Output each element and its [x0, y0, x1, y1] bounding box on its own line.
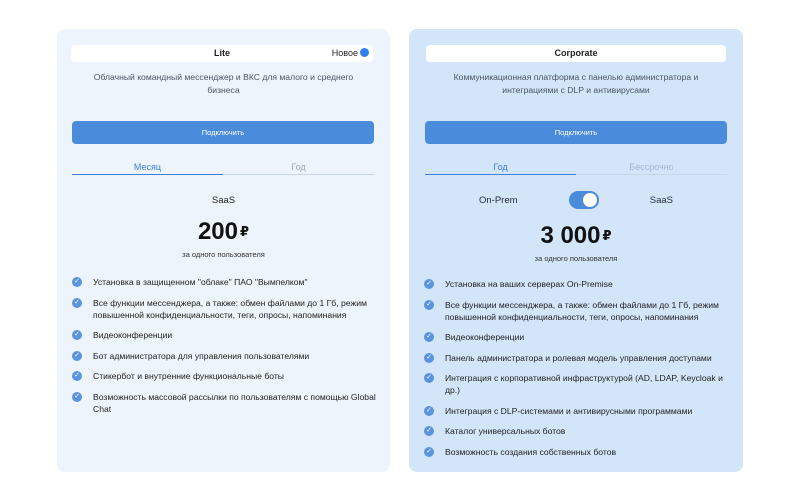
- deployment-toggle-row: [409, 191, 743, 211]
- new-badge-label: Новое: [331, 48, 358, 58]
- price-value: 3 000: [540, 222, 601, 249]
- check-icon: ✓: [424, 332, 434, 342]
- check-icon: ✓: [72, 392, 82, 402]
- price-value: 200: [197, 218, 238, 245]
- plan-description: Коммуникационная платформа с панелью администратора и интеграциями с DLP и антивирусами: [453, 72, 699, 95]
- toggle-label-onprem: On-Prem: [479, 195, 518, 206]
- feature-text: Каталог универсальных ботов: [445, 426, 566, 436]
- list-item: [424, 331, 733, 343]
- feature-text: Возможность массовой рассылки по пользователям с помощью Global Chat: [93, 391, 376, 414]
- feature-text: Установка на ваших серверах On-Premise: [445, 279, 613, 289]
- check-icon: ✓: [72, 330, 82, 340]
- check-icon: ✓: [424, 373, 434, 383]
- list-item: [72, 329, 380, 341]
- feature-text: Бот администратора для управления пользователями: [93, 350, 310, 361]
- feature-text: Видеоконференции: [93, 330, 173, 340]
- feature-list: [424, 278, 733, 466]
- check-icon: ✓: [424, 279, 434, 289]
- price-unit: за одного пользователя: [534, 254, 618, 263]
- deployment-mode: SaaS: [211, 195, 236, 206]
- list-item: [424, 278, 733, 290]
- feature-text: Все функции мессенджера, а также: обмен файлами до 1 Гб, режим повышенной конфиденциальности, теги, опросы, напоминания: [445, 299, 719, 322]
- currency-symbol: ₽: [240, 224, 250, 239]
- plan-description: Облачный командный мессенджер и ВКС для малого и среднего бизнеса: [93, 72, 354, 95]
- new-badge: [332, 45, 369, 62]
- list-item: [424, 446, 733, 458]
- feature-text: Стикербот и внутренние функциональные боты: [93, 371, 284, 381]
- list-item: [72, 297, 380, 321]
- connect-button[interactable]: Подключить: [425, 121, 727, 144]
- tab-year[interactable]: Год: [223, 160, 374, 175]
- check-icon: ✓: [424, 406, 434, 416]
- list-item: [424, 405, 733, 417]
- plan-title-pill: [71, 45, 373, 62]
- list-item: [424, 352, 733, 364]
- feature-text: Панель администратора и ролевая модель управления доступами: [445, 352, 712, 363]
- deployment-toggle[interactable]: [569, 191, 599, 209]
- check-icon: ✓: [72, 351, 82, 361]
- billing-tabs: [72, 160, 374, 176]
- plan-title: Lite: [213, 48, 230, 58]
- list-item: [424, 372, 733, 396]
- list-item: [72, 370, 380, 382]
- list-item: [72, 391, 380, 415]
- list-item: [424, 299, 733, 323]
- tab-month[interactable]: Месяц: [72, 160, 223, 175]
- new-dot-icon: [360, 48, 369, 57]
- feature-text: Возможность создания собственных ботов: [445, 446, 617, 457]
- plan-card-corporate: [409, 29, 743, 472]
- plan-title: Corporate: [554, 48, 598, 58]
- billing-tabs: [425, 160, 727, 176]
- tab-year[interactable]: Год: [425, 160, 576, 175]
- feature-text: Все функции мессенджера, а также: обмен файлами до 1 Гб, режим повышенной конфиденциальности, теги, опросы, напоминания: [93, 297, 367, 320]
- check-icon: ✓: [424, 300, 434, 310]
- tab-perpetual[interactable]: Бессрочно: [576, 160, 727, 175]
- price: [57, 218, 390, 246]
- feature-text: Видеоконференции: [445, 332, 525, 342]
- feature-list: [72, 276, 380, 423]
- list-item: [72, 276, 380, 288]
- connect-button[interactable]: Подключить: [72, 121, 374, 144]
- toggle-label-saas: SaaS: [649, 195, 673, 206]
- price-unit: за одного пользователя: [182, 250, 265, 259]
- feature-text: Интеграция с корпоративной инфраструктурой (AD, LDAP, Keycloak и др.): [445, 373, 723, 395]
- plan-card-lite: [57, 29, 390, 472]
- check-icon: ✓: [72, 298, 82, 308]
- currency-symbol: ₽: [602, 228, 612, 243]
- price: [409, 222, 743, 250]
- check-icon: ✓: [424, 353, 434, 363]
- feature-text: Установка в защищенном "облаке" ПАО "Вымпелком": [93, 277, 308, 287]
- check-icon: ✓: [72, 277, 82, 287]
- list-item: [424, 425, 733, 437]
- list-item: [72, 350, 380, 362]
- plan-title-pill: [426, 45, 726, 62]
- check-icon: ✓: [72, 371, 82, 381]
- check-icon: ✓: [424, 447, 434, 457]
- toggle-knob: [583, 193, 597, 207]
- check-icon: ✓: [424, 426, 434, 436]
- feature-text: Интеграция с DLP-системами и антивирусными программами: [445, 405, 693, 416]
